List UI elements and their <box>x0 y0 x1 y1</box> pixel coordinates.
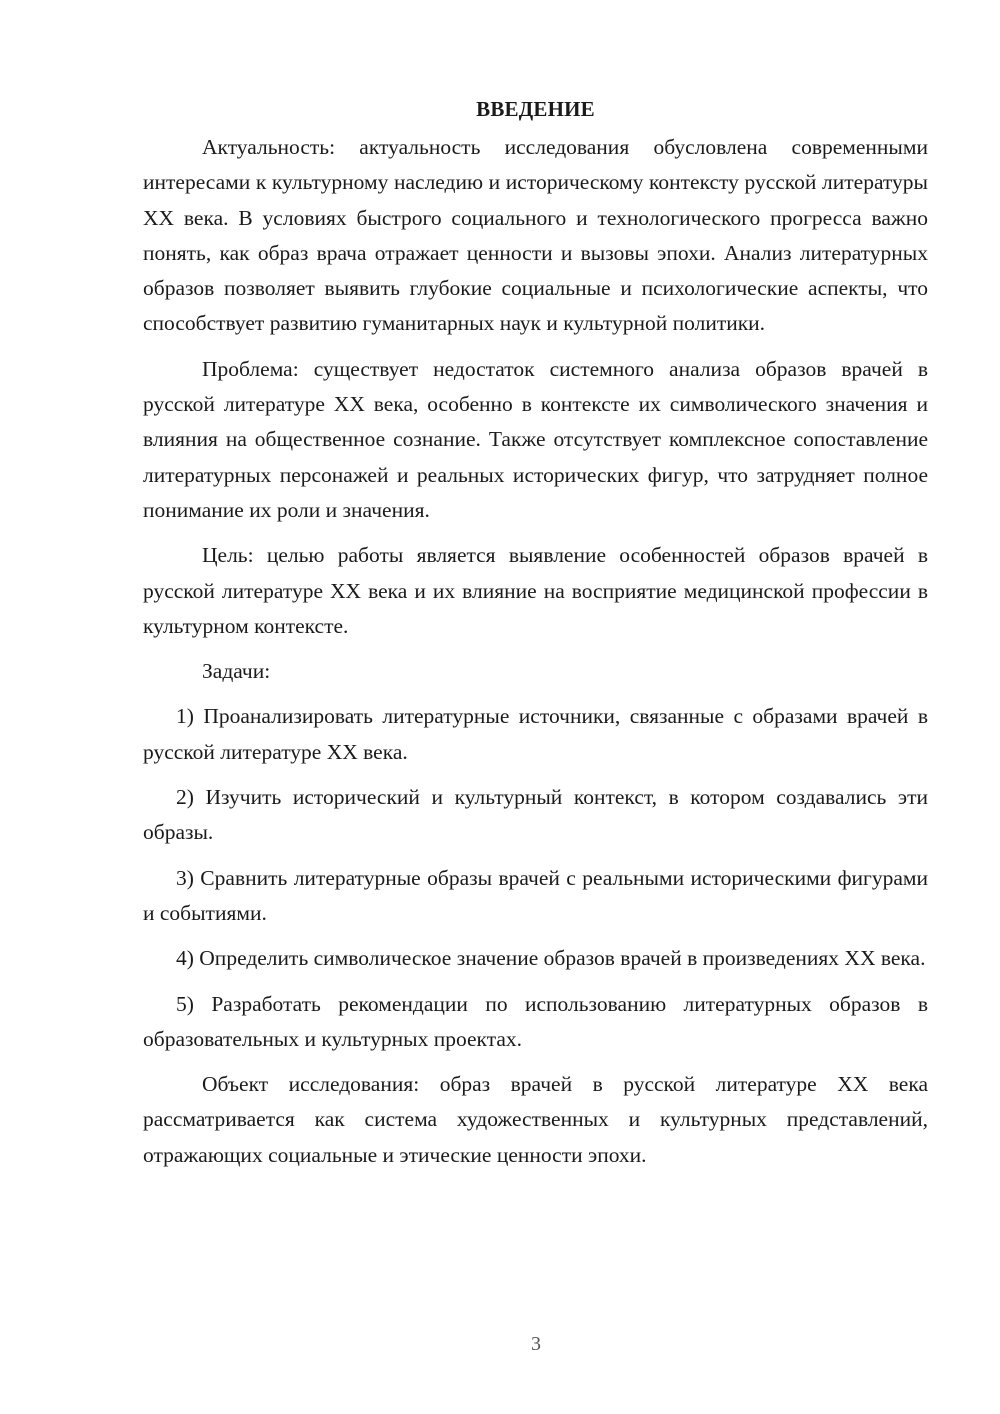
section-heading: ВВЕДЕНИЕ <box>476 97 595 121</box>
relevance-paragraph: Актуальность: актуальность исследования обусловлена современными интересами к культурному наследию и историческому контексту русской литературы XX века. В условиях быстрого социального и технологического прогресса важно понять, как образ врача отражает ценности и вызовы эпохи. Анализ литературных образов позволяет выявить глубокие социальные и психологические аспекты, что способствует развитию гуманитарных наук и культурной политики. <box>143 135 928 336</box>
problem-paragraph: Проблема: существует недостаток системного анализа образов врачей в русской литературе XX века, особенно в контексте их символического значения и влияния на общественное сознание. Также отсутствует комплексное сопоставление литературных персонажей и реальных исторических фигур, что затрудняет полное понимание их роли и значения. <box>143 356 928 522</box>
goal-paragraph: Цель: целью работы является выявление особенностей образов врачей в русской литературе XX века и их влияние на восприятие медицинской профессии в культурном контексте. <box>143 543 928 638</box>
tasks-label: Задачи: <box>202 659 271 684</box>
task-item: 5) Разработать рекомендации по использованию литературных образов в образовательных и культурных проектах. <box>143 991 928 1051</box>
tasks-list <box>143 699 928 1057</box>
document-page <box>143 92 928 1173</box>
task-item: 2) Изучить исторический и культурный контекст, в котором создавались эти образы. <box>143 785 928 845</box>
page-number: 3 <box>531 1333 541 1355</box>
object-paragraph: Объект исследования: образ врачей в русской литературе XX века рассматривается как система художественных и культурных представлений, отражающих социальные и этические ценности эпохи. <box>143 1072 928 1167</box>
task-item: 4) Определить символическое значение образов врачей в произведениях XX века. <box>176 946 926 971</box>
task-item: 1) Проанализировать литературные источники, связанные с образами врачей в русской литературе XX века. <box>143 704 928 764</box>
task-item: 3) Сравнить литературные образы врачей с реальными историческими фигурами и событиями. <box>143 865 928 925</box>
